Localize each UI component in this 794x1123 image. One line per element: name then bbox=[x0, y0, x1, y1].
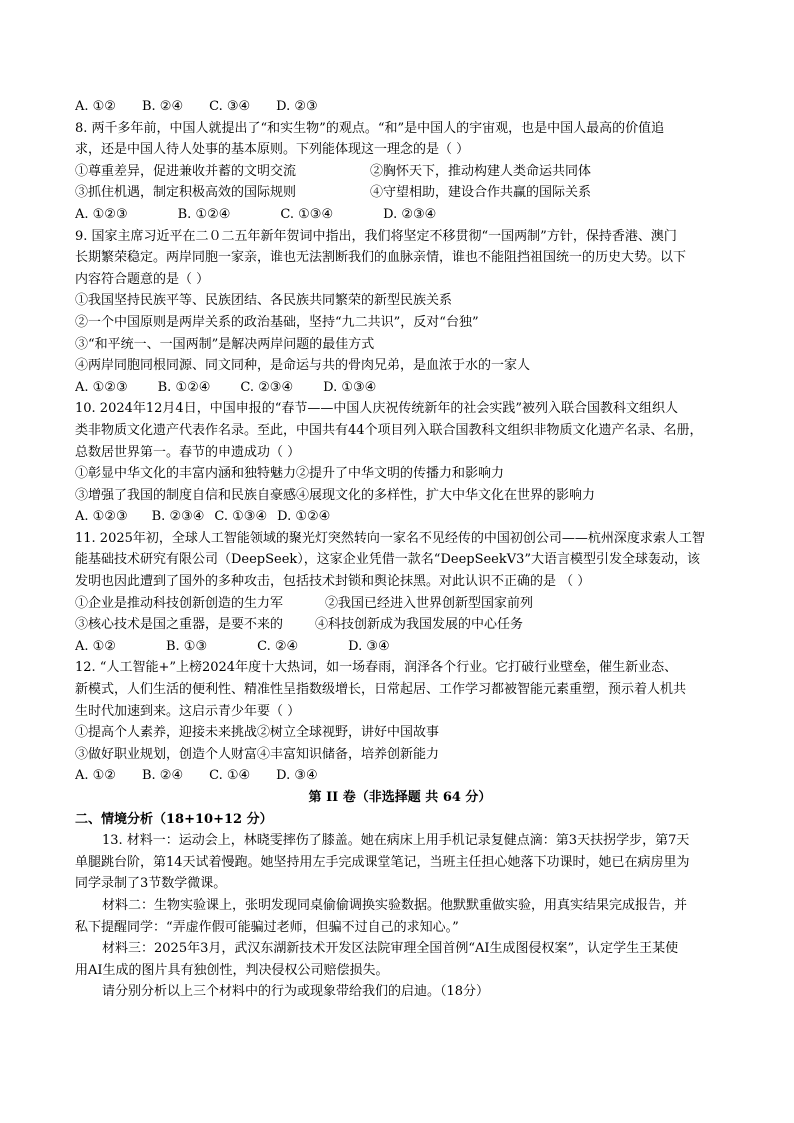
question-stem: 9. 国家主席习近平在二０二五年新年贺词中指出，我们将坚定不移贯彻“一国两制”方针，保持香港、澳门 bbox=[75, 228, 677, 244]
question-stem: 11. 2025年初，全球人工智能领域的聚光灯突然转向一家名不见经传的中国初创公司——杭州深度求索人工智 bbox=[75, 530, 705, 546]
question-stem: 内容符合题意的是（ ） bbox=[75, 271, 210, 287]
choice: ③“和平统一、一国两制”是解决两岸问题的最佳方式 bbox=[75, 336, 375, 352]
option-d: D. ①③④ bbox=[323, 379, 377, 395]
q8-options bbox=[75, 204, 725, 226]
option-a: A. ①② bbox=[75, 768, 116, 784]
option-c: C. ①③④ bbox=[214, 509, 268, 525]
choice: ③做好职业规划，创造个人财富④丰富知识储备，培养创新能力 bbox=[75, 746, 440, 762]
option-a: A. ①② bbox=[75, 638, 116, 654]
option-c: C. ②③④ bbox=[240, 379, 294, 395]
option-c: C. ①④ bbox=[209, 768, 251, 784]
question-prompt: 请分别分析以上三个材料中的行为或现象带给我们的启迪。（18分） bbox=[102, 984, 490, 1000]
q7-options bbox=[75, 96, 725, 118]
question-stem: 总数居世界第一。春节的申遗成功（ ） bbox=[75, 444, 301, 460]
section-heading: 二、情境分析（18+10+12 分） bbox=[75, 811, 273, 827]
option-a: A. ①②③ bbox=[75, 206, 128, 222]
material-text: 用AI生成的图片具有独创性，判决侵权公司赔偿损失。 bbox=[75, 962, 389, 978]
part-title: 第 II 卷（非选择题 共 64 分） bbox=[308, 790, 492, 805]
question-stem: 10. 2024年12月4日，中国申报的“春节——中国人庆祝传统新年的社会实践”被列入联合国教科文组织人 bbox=[75, 401, 678, 417]
material-text: 单腿跳台阶，第14天试着慢跑。她坚持用左手完成课堂笔记，当班主任担心她落下功课时，她已在病房里为 bbox=[75, 854, 690, 870]
option-c: C. ③④ bbox=[209, 99, 251, 114]
choice-row bbox=[75, 614, 725, 636]
choice: ④科技创新成为我国发展的中心任务 bbox=[315, 617, 524, 633]
choice: ②我国已经进入世界创新型国家前列 bbox=[325, 595, 534, 611]
option-d: D. ①②④ bbox=[277, 509, 331, 525]
option-b: B. ①②④ bbox=[157, 379, 211, 395]
material-text: 私下提醒同学：“弄虚作假可能骗过老师，但骗不过自己的求知心。” bbox=[75, 919, 459, 935]
question-11 bbox=[75, 528, 725, 658]
question-12 bbox=[75, 657, 725, 787]
choice: ③核心技术是国之重器，是要不来的 bbox=[75, 617, 284, 633]
choice: ③抓住机遇，制定积极高效的国际规则 bbox=[75, 185, 297, 201]
choice: ②胸怀天下，推动构建人类命运共同体 bbox=[370, 163, 592, 179]
q9-options bbox=[75, 377, 725, 399]
question-8 bbox=[75, 118, 725, 226]
q11-options bbox=[75, 636, 725, 658]
choice-row bbox=[75, 161, 725, 183]
option-c: C. ②④ bbox=[257, 638, 299, 654]
question-stem: 发明也因此遭到了国外的多种攻击，包括技术封锁和舆论抹黑。对此认识不正确的是 （ ） bbox=[75, 574, 591, 590]
choice: ①尊重差异，促进兼收并蓄的文明交流 bbox=[75, 163, 297, 179]
q12-options bbox=[75, 765, 725, 787]
question-10 bbox=[75, 398, 725, 528]
question-stem: 能基础技术研究有限公司（DeepSeek），这家企业凭借一款名“DeepSeekV3”大语言模型引发全球轰动，该 bbox=[75, 552, 701, 568]
question-stem: 类非物质文化遗产代表作名录。至此，中国共有44个项目列入联合国教科文组织非物质文化遗产名录、名册， bbox=[75, 422, 703, 438]
choice-row bbox=[75, 182, 725, 204]
choice-row bbox=[75, 593, 725, 615]
material-text: 材料三：2025年3月，武汉东湖新技术开发区法院审理全国首例“AI生成图侵权案”，认定学生王某使 bbox=[102, 941, 679, 957]
option-d: D. ③④ bbox=[276, 768, 318, 784]
option-a: A. ①②③ bbox=[75, 379, 128, 395]
choice: ②一个中国原则是两岸关系的政治基础，坚持“九二共识”，反对“台独” bbox=[75, 314, 479, 330]
material-text: 同学录制了3节数学微课。 bbox=[75, 876, 227, 892]
question-stem: 生时代加速到来。这启示青少年要（ ） bbox=[75, 703, 301, 719]
choice: ④两岸同胞同根同源、同文同种，是命运与共的骨肉兄弟，是血浓于水的一家人 bbox=[75, 358, 531, 374]
option-b: B. ①③ bbox=[165, 638, 208, 654]
choice: ④守望相助，建设合作共赢的国际关系 bbox=[370, 185, 592, 201]
choice: ①提高个人素养，迎接未来挑战②树立全球视野，讲好中国故事 bbox=[75, 725, 440, 741]
question-stem: 8. 两千多年前，中国人就提出了“和实生物”的观点。“和”是中国人的宇宙观，也是中国人最高的价值追 bbox=[75, 120, 665, 136]
material-text: 材料二：生物实验课上，张明发现同桌偷偷调换实验数据。他默默重做实验，用真实结果完成报告，并 bbox=[102, 897, 688, 913]
option-a: A. ①②③ bbox=[75, 509, 128, 525]
exam-content bbox=[75, 96, 725, 1003]
question-9 bbox=[75, 226, 725, 399]
q10-options bbox=[75, 506, 725, 528]
option-d: D. ③④ bbox=[348, 638, 390, 654]
choice: ①我国坚持民族平等、民族团结、各民族共同繁荣的新型民族关系 bbox=[75, 293, 453, 309]
option-d: D. ②③④ bbox=[383, 206, 437, 222]
question-stem: 求，还是中国人待人处事的基本原则。下列能体现这一理念的是（ ） bbox=[75, 142, 470, 158]
question-stem: 新模式，人们生活的便利性、精准性呈指数级增长，日常起居、工作学习都被智能元素重塑，预示着人机共 bbox=[75, 682, 687, 698]
question-13 bbox=[75, 830, 725, 1003]
question-stem: 12. “人工智能+”上榜2024年度十大热词，如一场春雨，润泽各个行业。它打破行业壁垒，催生新业态、 bbox=[75, 660, 678, 676]
material-text: 13. 材料一：运动会上，林晓雯摔伤了膝盖。她在病床上用手机记录复健点滴：第3天扶拐学步，第7天 bbox=[102, 833, 690, 849]
question-stem: 长期繁荣稳定。两岸同胞一家亲，谁也无法割断我们的血脉亲情，谁也不能阻挡祖国统一的历史大势。以下 bbox=[75, 250, 687, 266]
option-b: B. ②④ bbox=[141, 768, 184, 784]
option-b: B. ②④ bbox=[141, 99, 184, 114]
choice: ③增强了我国的制度自信和民族自豪感④展现文化的多样性，扩大中华文化在世界的影响力 bbox=[75, 487, 596, 503]
choice: ①企业是推动科技创新创造的生力军 bbox=[75, 595, 284, 611]
option-c: C. ①③④ bbox=[280, 206, 334, 222]
choice: ①彰显中华文化的丰富内涵和独特魅力②提升了中华文明的传播力和影响力 bbox=[75, 466, 505, 482]
option-b: B. ②③④ bbox=[151, 509, 205, 525]
option-b: B. ①②④ bbox=[177, 206, 231, 222]
option-a: A. ①② bbox=[75, 99, 116, 114]
option-d: D. ②③ bbox=[276, 99, 318, 114]
